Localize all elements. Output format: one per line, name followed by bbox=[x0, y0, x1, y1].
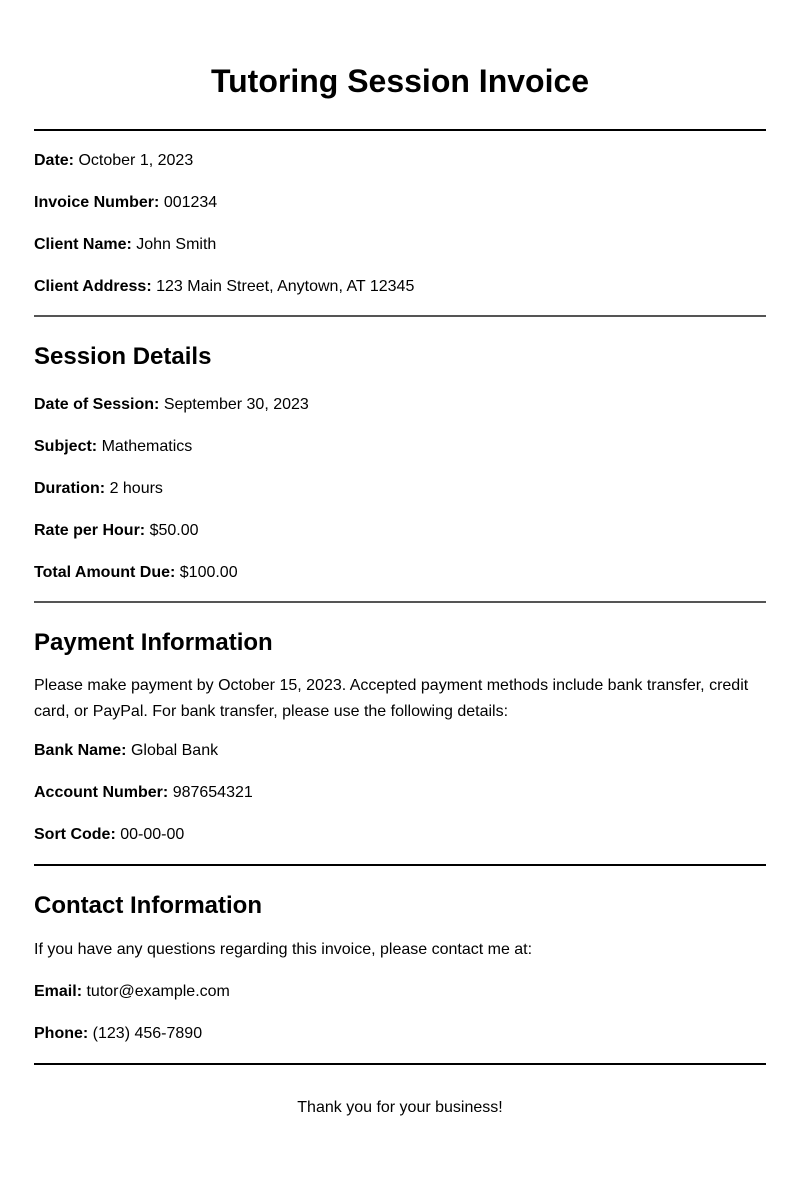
payment-instructions: Please make payment by October 15, 2023. Accepted payment methods include bank transfer, credit card, or PayPal. For bank transfer, please use the following details: bbox=[34, 677, 749, 720]
field-value: $100.00 bbox=[179, 564, 238, 581]
field-value: 123 Main Street, Anytown, AT 12345 bbox=[156, 278, 415, 295]
payment-information-section bbox=[34, 603, 766, 845]
section-heading: Contact Information bbox=[34, 892, 262, 919]
field-value: October 1, 2023 bbox=[78, 152, 194, 169]
field-label: Date: bbox=[34, 152, 75, 169]
thank-you-note: Thank you for your business! bbox=[297, 1099, 503, 1116]
invoice-title: Tutoring Session Invoice bbox=[210, 63, 590, 99]
contact-intro: If you have any questions regarding this invoice, please contact me at: bbox=[34, 941, 533, 958]
field-value: John Smith bbox=[136, 236, 217, 253]
field-label: Subject: bbox=[34, 438, 98, 455]
field-bank-name bbox=[34, 741, 766, 761]
section-heading: Payment Information bbox=[34, 629, 273, 656]
field-date-of-session bbox=[34, 395, 766, 415]
section-heading: Session Details bbox=[34, 343, 212, 370]
field-label: Invoice Number: bbox=[34, 194, 160, 211]
field-total-amount-due bbox=[34, 563, 766, 583]
field-label: Date of Session: bbox=[34, 396, 160, 413]
field-label: Account Number: bbox=[34, 784, 169, 801]
field-value: Mathematics bbox=[101, 438, 193, 455]
field-label: Email: bbox=[34, 983, 83, 1000]
field-label: Total Amount Due: bbox=[34, 564, 176, 581]
field-email bbox=[34, 982, 766, 1002]
field-label: Sort Code: bbox=[34, 826, 116, 843]
session-details-section bbox=[34, 317, 766, 583]
field-label: Phone: bbox=[34, 1025, 89, 1042]
contact-information-section bbox=[34, 866, 766, 1044]
field-client-name bbox=[34, 235, 766, 255]
field-label: Client Address: bbox=[34, 278, 152, 295]
field-sort-code bbox=[34, 825, 766, 845]
field-client-address bbox=[34, 277, 766, 297]
field-invoice-number bbox=[34, 193, 766, 213]
field-value: 00-00-00 bbox=[120, 826, 185, 843]
invoice-page bbox=[34, 0, 766, 1118]
field-label: Rate per Hour: bbox=[34, 522, 146, 539]
field-value: Global Bank bbox=[130, 742, 219, 759]
field-rate-per-hour bbox=[34, 521, 766, 541]
field-label: Client Name: bbox=[34, 236, 132, 253]
field-value: September 30, 2023 bbox=[163, 396, 309, 413]
field-duration bbox=[34, 479, 766, 499]
invoice-header-fields bbox=[34, 131, 766, 297]
field-date bbox=[34, 151, 766, 171]
field-account-number bbox=[34, 783, 766, 803]
field-phone bbox=[34, 1024, 766, 1044]
field-subject bbox=[34, 437, 766, 457]
field-value: 2 hours bbox=[109, 480, 163, 497]
field-label: Bank Name: bbox=[34, 742, 127, 759]
field-value: 001234 bbox=[163, 194, 218, 211]
field-value: 987654321 bbox=[172, 784, 253, 801]
field-value: (123) 456-7890 bbox=[92, 1025, 203, 1042]
field-label: Duration: bbox=[34, 480, 106, 497]
field-value: tutor@example.com bbox=[86, 983, 230, 1000]
field-value: $50.00 bbox=[149, 522, 199, 539]
